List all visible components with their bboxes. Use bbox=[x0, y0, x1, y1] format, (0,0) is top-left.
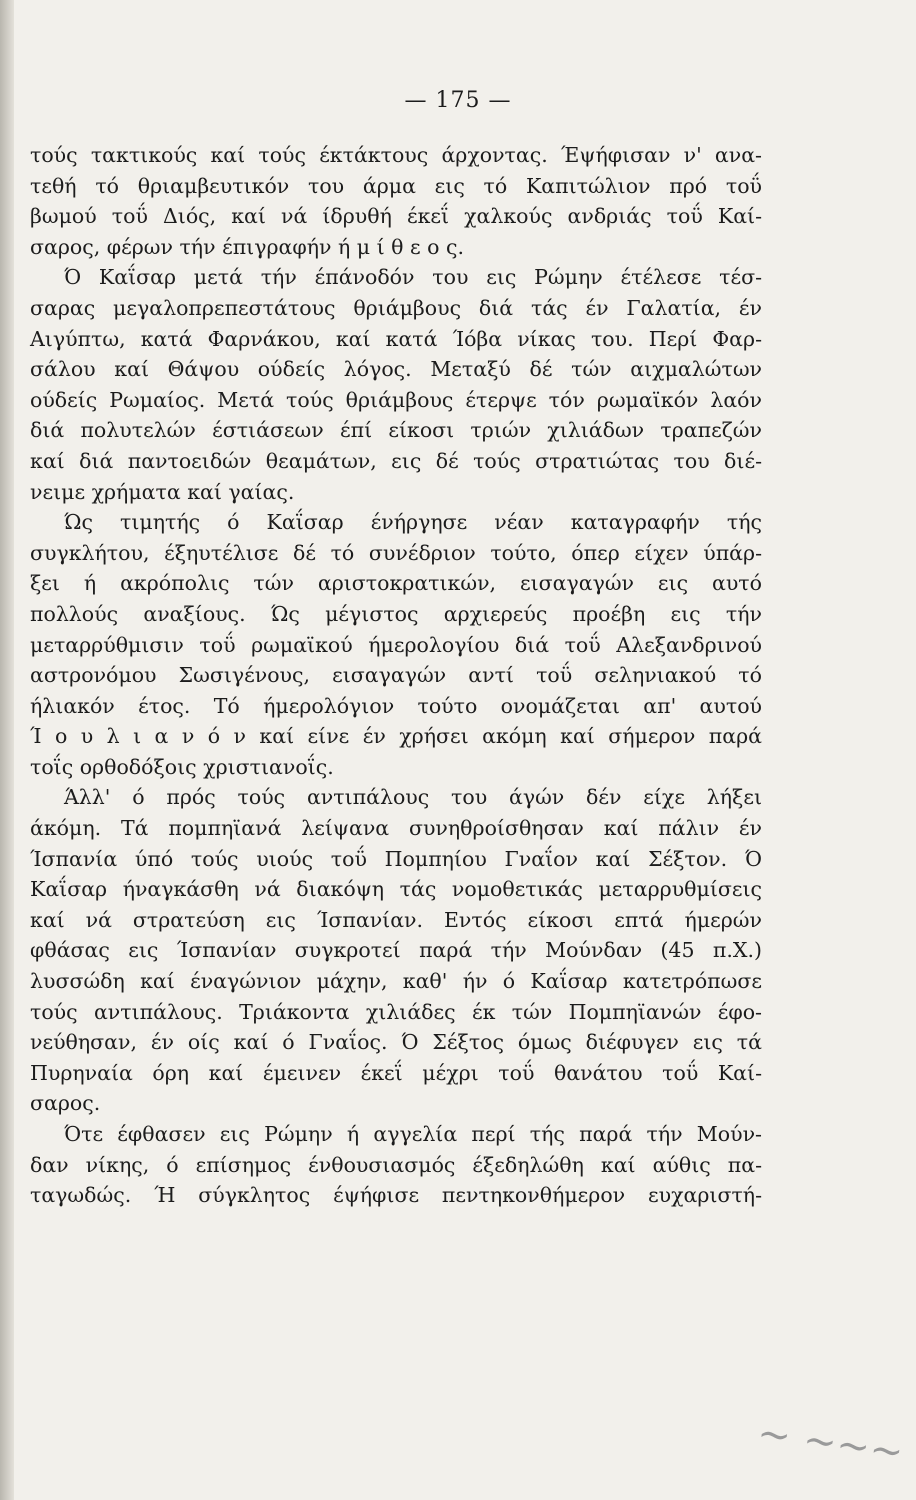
text-line: αστρονόμου Σωσιγένους, εισαγαγών αντί τοΰ σεληνιακού τό bbox=[30, 663, 762, 688]
text-line: ούδείς Ρωμαίος. Μετά τούς θριάμβους έτερψε τόν ρωμαϊκόν λαόν bbox=[30, 387, 762, 412]
body-text bbox=[30, 140, 762, 1211]
text-line: ξει ή ακρόπολις τών αριστοκρατικών, εισαγαγών εις αυτό bbox=[30, 571, 762, 596]
text-line: Ώς τιμητής ό Καΐσαρ ένήργησε νέαν καταγραφήν τής bbox=[64, 510, 762, 535]
text-line: Πυρηναία όρη καί έμεινεν έκεΐ μέχρι τοΰ θανάτου τοΰ Καί- bbox=[30, 1060, 762, 1085]
text-line: τοΐς ορθοδόξοις χριστιανοΐς. bbox=[30, 754, 334, 779]
text-line: Καΐσαρ ήναγκάσθη νά διακόψη τάς νομοθετικάς μεταρρυθμίσεις bbox=[30, 877, 762, 902]
text-line: λυσσώδη καί έναγώνιον μάχην, καθ' ήν ό Καΐσαρ κατετρόπωσε bbox=[30, 969, 762, 994]
text-line: Ίσπανία ύπό τούς υιούς τοΰ Πομπηίου Γναΐον καί Σέξτον. Ό bbox=[30, 846, 762, 871]
text-line: καί διά παντοειδών θεαμάτων, εις δέ τούς στρατιώτας του διέ- bbox=[30, 448, 762, 473]
text-line: μεταρρύθμισιν τοΰ ρωμαϊκού ήμερολογίου διά τοΰ Αλεξανδρινού bbox=[30, 632, 762, 657]
text-line: νεύθησαν, έν οίς καί ό Γναΐος. Ό Σέξτος όμως διέφυγεν εις τά bbox=[30, 1030, 762, 1055]
text-line: άκόμη. Τά πομπηϊανά λείψανα συνηθροίσθησαν καί πάλιν έν bbox=[30, 816, 762, 841]
text-line: ήλιακόν έτος. Τό ήμερολόγιον τούτο ονομάζεται απ' αυτού bbox=[30, 693, 762, 718]
text-line: συγκλήτου, έξηυτέλισε δέ τό συνέδριον τούτο, όπερ είχεν ύπάρ- bbox=[30, 540, 762, 565]
text-line: σαρας μεγαλοπρεπεστάτους θριάμβους διά τάς έν Γαλατία, έν bbox=[30, 295, 762, 320]
text-line: ταγωδώς. Ή σύγκλητος έψήφισε πεντηκονθήμερον ευχαριστή- bbox=[30, 1183, 762, 1208]
text-line: καί νά στρατεύση εις Ίσπανίαν. Εντός είκοσι επτά ήμερών bbox=[30, 907, 762, 932]
text-line: σάλου καί Θάψου ούδείς λόγος. Μεταξύ δέ τών αιχμαλώτων bbox=[30, 357, 762, 382]
text-line: διά πολυτελών έστιάσεων έπί είκοσι τριών χιλιάδων τραπεζών bbox=[30, 418, 762, 443]
text-line: Ότε έφθασεν εις Ρώμην ή αγγελία περί τής παρά τήν Μούν- bbox=[64, 1122, 762, 1146]
text-line: σαρος. bbox=[30, 1091, 101, 1116]
text-line: νειμε χρήματα καί γαίας. bbox=[30, 479, 295, 504]
page-edge-shadow bbox=[0, 0, 14, 1500]
text-line: βωμού τοΰ Διός, καί νά ίδρυθή έκεΐ χαλκούς ανδριάς τοΰ Καί- bbox=[30, 204, 762, 229]
text-line: Ί ο υ λ ι α ν ό ν καί είνε έν χρήσει ακόμη καί σήμερον παρά bbox=[30, 724, 762, 749]
text-line: τεθή τό θριαμβευτικόν του άρμα εις τό Καπιτώλιον πρό τοΰ bbox=[30, 173, 762, 198]
text-line: πολλούς αναξίους. Ώς μέγιστος αρχιερεύς προέβη εις τήν bbox=[30, 601, 762, 626]
handwritten-signature: ~ ~~~ bbox=[754, 1410, 907, 1476]
page-number: — 175 — bbox=[404, 88, 512, 113]
text-line: Αιγύπτω, κατά Φαρνάκου, καί κατά Ίόβα νίκας του. Περί Φαρ- bbox=[30, 326, 762, 351]
text-line: τούς αντιπάλους. Τριάκοντα χιλιάδες έκ τών Πομπηϊανών έφο- bbox=[30, 999, 762, 1024]
text-line: τούς τακτικούς καί τούς έκτάκτους άρχοντας. Έψήφισαν ν' ανα- bbox=[30, 143, 762, 167]
text-line: σαρος, φέρων τήν έπιγραφήν ή μ ί θ ε ο ς. bbox=[30, 234, 465, 259]
text-line: Ό Καΐσαρ μετά τήν έπάνοδόν του εις Ρώμην έτέλεσε τέσ- bbox=[64, 265, 762, 290]
text-line: φθάσας εις Ίσπανίαν συγκροτεί παρά τήν Μούνδαν (45 π.Χ.) bbox=[30, 938, 762, 963]
text-line: δαν νίκης, ό επίσημος ένθουσιασμός έξεδηλώθη καί αύθις πα- bbox=[30, 1152, 762, 1177]
text-line: Άλλ' ό πρός τούς αντιπάλους του άγών δέν είχε λήξει bbox=[64, 785, 762, 810]
